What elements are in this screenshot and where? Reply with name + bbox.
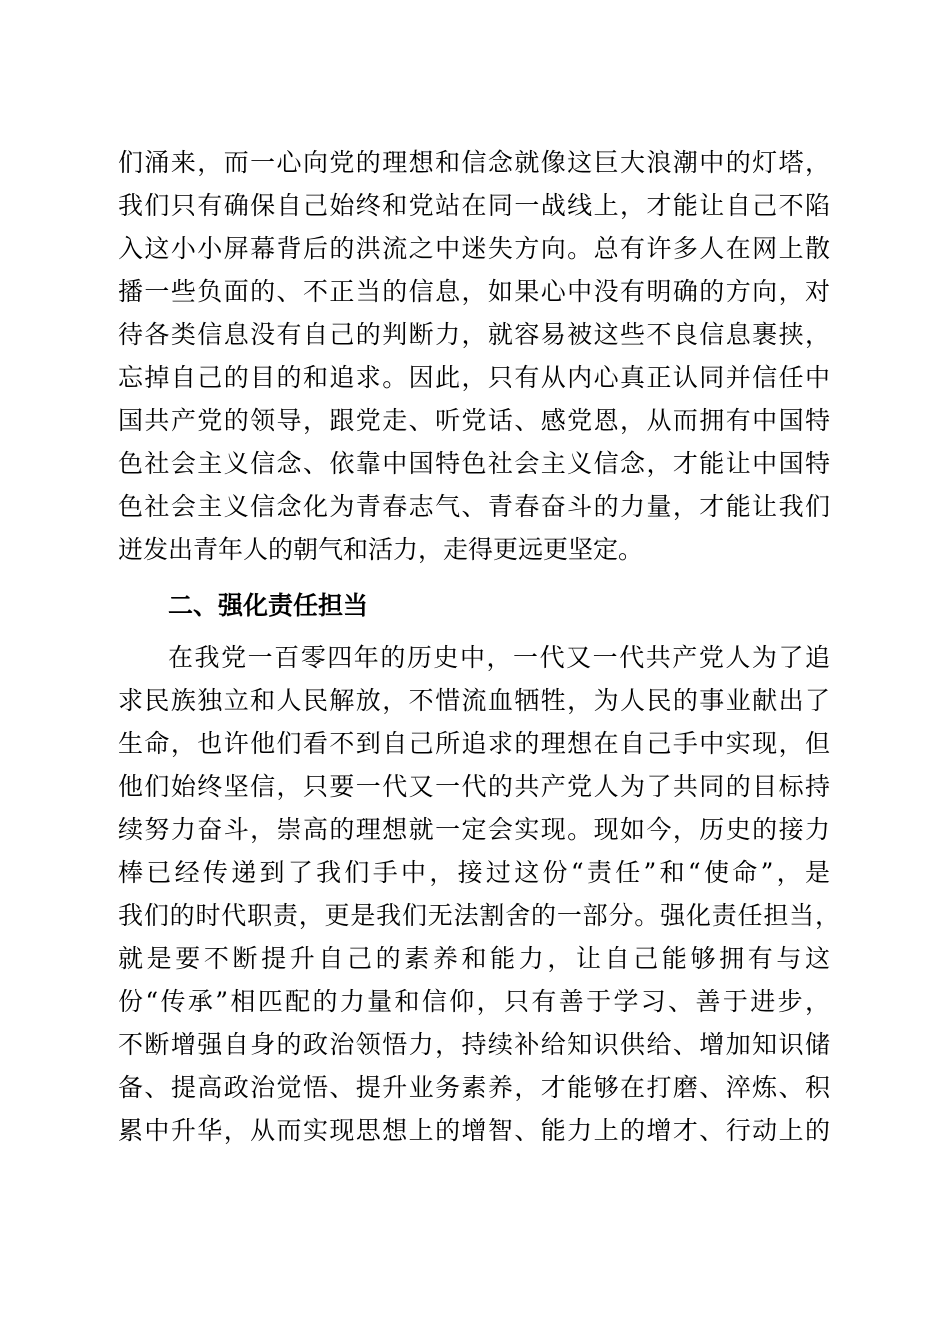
section-heading: 二、强化责任担当: [168, 591, 369, 620]
paragraph-line: 不断增强自身的政治领悟力，持续补给知识供给、增加知识储: [118, 1030, 830, 1059]
paragraph-line: 他们始终坚信，只要一代又一代的共产党人为了共同的目标持: [118, 772, 830, 801]
paragraph-line: 棒已经传递到了我们手中，接过这份“责任”和“使命”，是: [118, 858, 830, 887]
paragraph-line: 色社会主义信念、依靠中国特色社会主义信念，才能让中国特: [118, 449, 830, 478]
paragraph-line: 续努力奋斗，崇高的理想就一定会实现。现如今，历史的接力: [118, 815, 830, 844]
paragraph-line: 国共产党的领导，跟党走、听党话、感党恩，从而拥有中国特: [118, 406, 830, 435]
paragraph-line: 累中升华，从而实现思想上的增智、能力上的增才、行动上的: [118, 1116, 830, 1145]
paragraph-line: 待各类信息没有自己的判断力，就容易被这些不良信息裹挟，: [118, 320, 830, 349]
paragraph-line: 我们的时代职责，更是我们无法割舍的一部分。强化责任担当，: [118, 901, 840, 930]
paragraph-line: 入这小小屏幕背后的洪流之中迷失方向。总有许多人在网上散: [118, 234, 830, 263]
paragraph-line: 我们只有确保自己始终和党站在同一战线上，才能让自己不陷: [118, 191, 830, 220]
paragraph-line: 求民族独立和人民解放，不惜流血牺牲，为人民的事业献出了: [118, 686, 830, 715]
paragraph-line: 们涌来，而一心向党的理想和信念就像这巨大浪潮中的灯塔，: [118, 148, 830, 177]
paragraph-line: 迸发出青年人的朝气和活力，走得更远更坚定。: [118, 535, 644, 564]
paragraph-line: 色社会主义信念化为青春志气、青春奋斗的力量，才能让我们: [118, 492, 830, 521]
paragraph-line: 就是要不断提升自己的素养和能力，让自己能够拥有与这: [118, 944, 830, 973]
paragraph-line: 生命，也许他们看不到自己所追求的理想在自己手中实现，但: [118, 729, 830, 758]
paragraph-line: 忘掉自己的目的和追求。因此，只有从内心真正认同并信任中: [118, 363, 830, 392]
paragraph-line: 播一些负面的、不正当的信息，如果心中没有明确的方向，对: [118, 277, 830, 306]
paragraph-line: 份“传承”相匹配的力量和信仰，只有善于学习、善于进步，: [118, 987, 830, 1016]
paragraph-line: 备、提高政治觉悟、提升业务素养，才能够在打磨、淬炼、积: [118, 1073, 830, 1102]
paragraph-line: 在我党一百零四年的历史中，一代又一代共产党人为了追: [168, 643, 830, 672]
